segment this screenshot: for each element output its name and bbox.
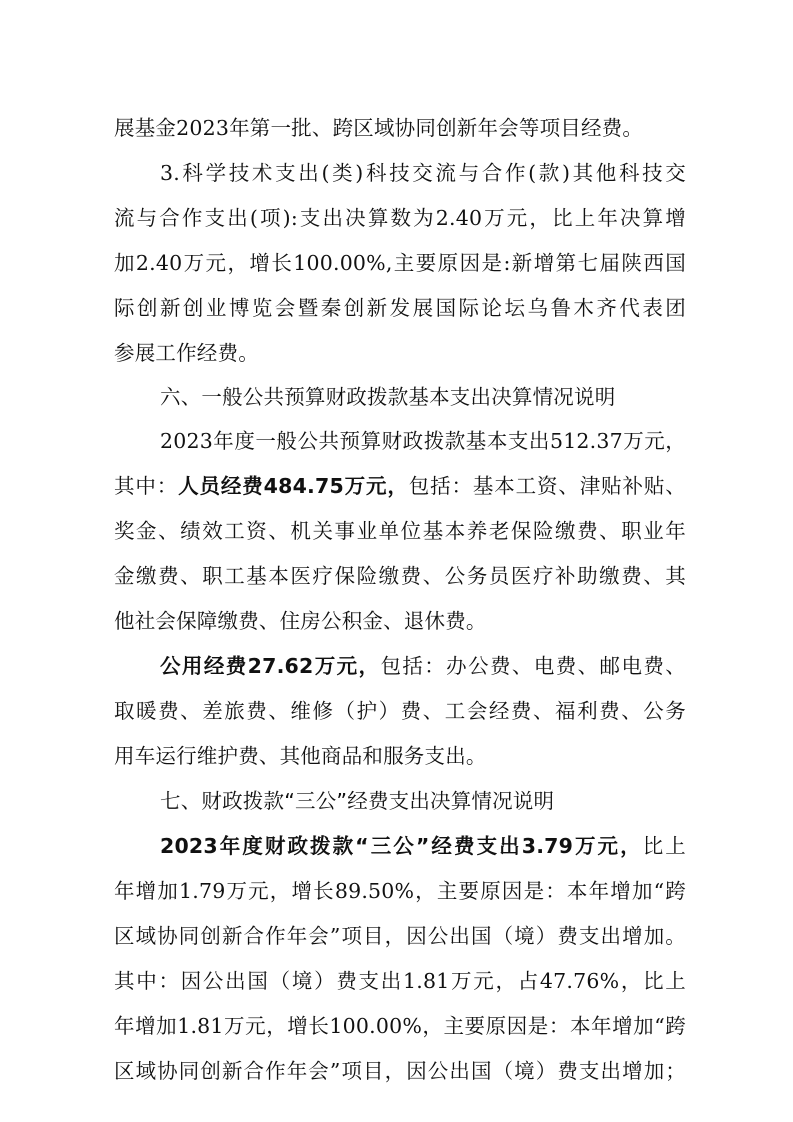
section-heading: 七、财政拨款“三公”经费支出决算情况说明	[160, 789, 555, 813]
text-line: 其中：因公出国（境）费支出1.81万元，占47.76%，比上	[114, 969, 686, 993]
text-line: 他社会保障缴费、住房公积金、退休费。	[114, 609, 487, 633]
bold-text: 2023年度财政拨款“三公”经费支出3.79万元，	[160, 834, 643, 858]
text-line: 奖金、绩效工资、机关事业单位基本养老保险缴费、职业年	[114, 519, 686, 543]
text-line: 用车运行维护费、其他商品和服务支出。	[114, 744, 487, 768]
text-line: 流与合作支出(项):支出决算数为2.40万元，比上年决算增	[114, 206, 686, 230]
section-heading: 六、一般公共预算财政拨款基本支出决算情况说明	[160, 385, 616, 409]
text-line: 展基金2023年第一批、跨区域协同创新年会等项目经费。	[114, 116, 644, 140]
text-line: 3.科学技术支出(类)科技交流与合作(款)其他科技交	[160, 161, 686, 185]
text-line: 际创新创业博览会暨秦创新发展国际论坛乌鲁木齐代表团	[114, 296, 686, 320]
text-line: 2023年度一般公共预算财政拨款基本支出512.37万元，	[160, 429, 686, 453]
text-line: 年增加1.81万元，增长100.00%，主要原因是：本年增加“跨	[114, 1014, 686, 1038]
text-line	[160, 826, 686, 866]
bold-text: 人员经费484.75万元，	[178, 474, 409, 498]
text-segment: 比上	[642, 834, 686, 858]
text-line	[114, 466, 686, 506]
text-segment: 包括：基本工资、津贴补贴、	[408, 474, 686, 498]
text-line: 取暖费、差旅费、维修（护）费、工会经费、福利费、公务	[114, 699, 686, 723]
text-line	[160, 646, 686, 686]
bold-text: 公用经费27.62万元，	[160, 654, 381, 678]
text-line: 区域协同创新合作年会”项目，因公出国（境）费支出增加。	[114, 924, 686, 948]
text-line: 年增加1.79万元，增长89.50%，主要原因是：本年增加“跨	[114, 879, 686, 903]
text-segment: 包括：办公费、电费、邮电费、	[380, 654, 686, 678]
text-line: 区域协同创新合作年会”项目，因公出国（境）费支出增加；	[114, 1059, 686, 1083]
text-line: 加2.40万元，增长100.00%,主要原因是:新增第七届陕西国	[114, 251, 686, 275]
text-line: 金缴费、职工基本医疗保险缴费、公务员医疗补助缴费、其	[114, 564, 686, 588]
text-line: 参展工作经费。	[114, 341, 259, 365]
text-segment: 其中：	[114, 474, 179, 498]
